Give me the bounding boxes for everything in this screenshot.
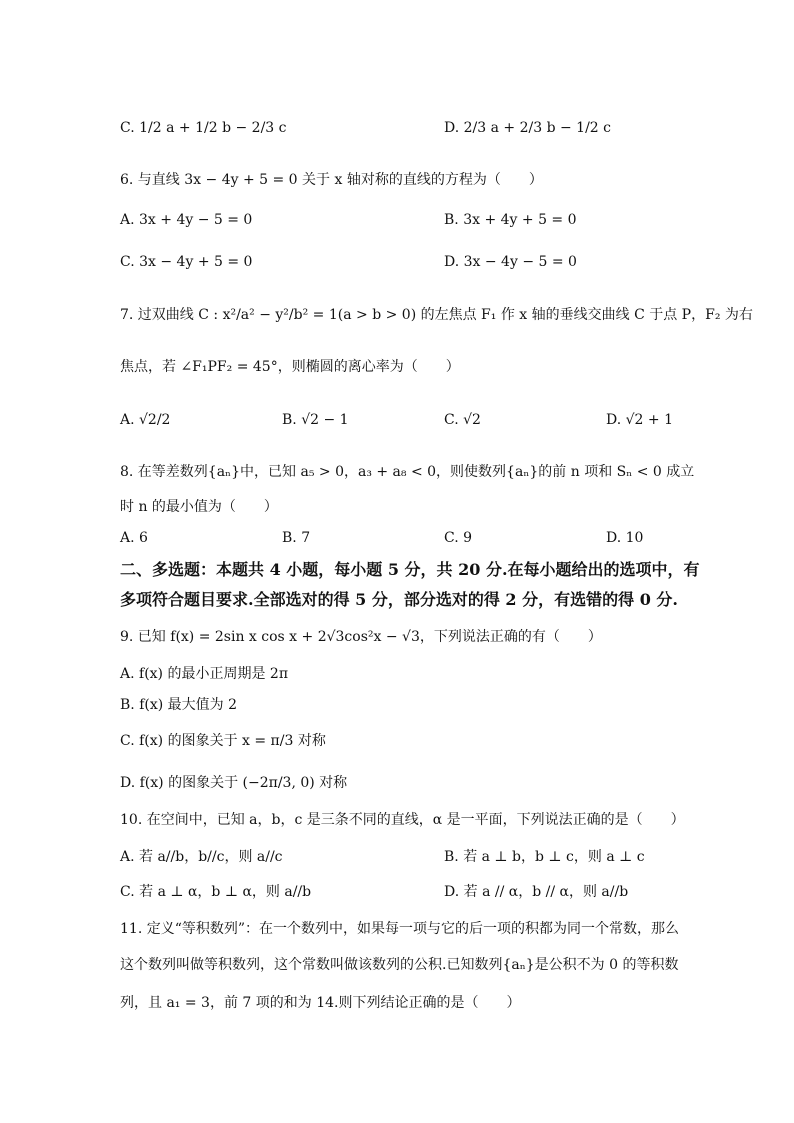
q8-option-c: C. 9 xyxy=(444,530,473,546)
q10-option-b: B. 若 a ⊥ b，b ⊥ c，则 a ⊥ c xyxy=(444,849,645,865)
q10-option-a: A. 若 a//b，b//c，则 a//c xyxy=(120,849,283,865)
section2-heading-line1: 二、多选题：本题共 4 小题，每小题 5 分，共 20 分.在每小题给出的选项中，有 xyxy=(120,560,700,579)
q6-option-b: B. 3x + 4y + 5 = 0 xyxy=(444,212,577,228)
q10-option-d: D. 若 a // α，b // α，则 a//b xyxy=(444,884,629,900)
q7-option-a: A. √2/2 xyxy=(120,412,171,428)
q7-option-d: D. √2 + 1 xyxy=(606,412,673,428)
q5-option-d xyxy=(444,118,611,138)
q9-option-b: B. f(x) 最大值为 2 xyxy=(120,697,237,713)
q10-option-c: C. 若 a ⊥ α，b ⊥ α，则 a//b xyxy=(120,884,312,900)
q7-stem-line1: 7. 过双曲线 C : x²/a² − y²/b² = 1(a > b > 0) 的左焦点 F₁ 作 x 轴的垂线交曲线 C 于点 P，F₂ 为右 xyxy=(120,307,753,323)
option-letter: C. xyxy=(120,120,135,136)
q11-stem-line1: 11. 定义“等积数列”：在一个数列中，如果每一项与它的后一项的积都为同一个常数，那么 xyxy=(120,921,680,937)
q6-option-a: A. 3x + 4y − 5 = 0 xyxy=(120,212,253,228)
q8-option-d: D. 10 xyxy=(606,530,644,546)
option-letter: D. xyxy=(444,120,460,136)
q5-option-c xyxy=(120,118,286,138)
q7-stem-line2: 焦点，若 ∠F₁PF₂ = 45°，则椭圆的离心率为（ ） xyxy=(120,359,460,375)
option-expression: 2/3 a + 2/3 b − 1/2 c xyxy=(463,120,611,136)
section2-heading-line2: 多项符合题目要求.全部选对的得 5 分，部分选对的得 2 分，有选错的得 0 分. xyxy=(120,590,678,609)
q11-stem-line3: 列，且 a₁ = 3，前 7 项的和为 14.则下列结论正确的是（ ） xyxy=(120,995,521,1011)
q9-stem: 9. 已知 f(x) = 2sin x cos x + 2√3cos²x − √3，下列说法正确的有（ ） xyxy=(120,629,602,645)
q6-option-d: D. 3x − 4y − 5 = 0 xyxy=(444,254,577,270)
q8-option-a: A. 6 xyxy=(120,530,148,546)
q10-stem: 10. 在空间中，已知 a，b，c 是三条不同的直线，α 是一平面，下列说法正确的是（ ） xyxy=(120,812,685,828)
q7-option-b: B. √2 − 1 xyxy=(282,412,349,428)
q7-option-c: C. √2 xyxy=(444,412,481,428)
q8-stem-line2: 时 n 的最小值为（ ） xyxy=(120,499,278,515)
q9-option-c: C. f(x) 的图象关于 x = π/3 对称 xyxy=(120,733,326,749)
q6-option-c: C. 3x − 4y + 5 = 0 xyxy=(120,254,253,270)
q8-stem-line1: 8. 在等差数列{aₙ}中，已知 a₅ > 0，a₃ + a₈ < 0，则使数列{aₙ}的前 n 项和 Sₙ < 0 成立 xyxy=(120,464,695,480)
option-expression: 1/2 a + 1/2 b − 2/3 c xyxy=(139,120,287,136)
q9-option-d: D. f(x) 的图象关于 (−2π/3, 0) 对称 xyxy=(120,775,348,791)
q6-stem: 6. 与直线 3x − 4y + 5 = 0 关于 x 轴对称的直线的方程为（ ） xyxy=(120,172,543,188)
q9-option-a: A. f(x) 的最小正周期是 2π xyxy=(120,666,289,682)
q11-stem-line2: 这个数列叫做等积数列，这个常数叫做该数列的公积.已知数列{aₙ}是公积不为 0 的等积数 xyxy=(120,957,679,973)
q8-option-b: B. 7 xyxy=(282,530,311,546)
